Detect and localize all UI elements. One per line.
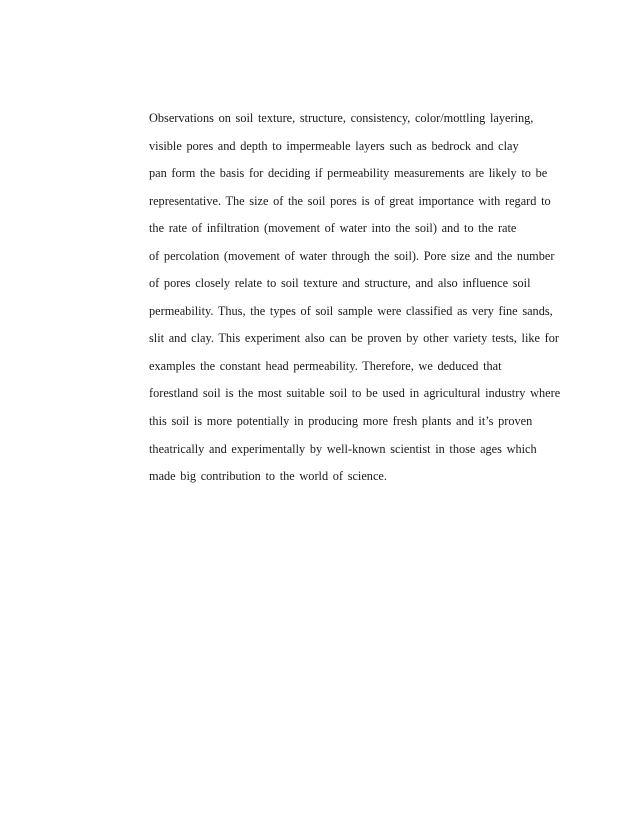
paragraph-line-9: slit and clay. This experiment also can be proven by other variety tests, like for xyxy=(149,331,559,346)
body-paragraph xyxy=(149,111,561,497)
paragraph-line-5: the rate of infiltration (movement of water into the soil) and to the rate xyxy=(149,221,517,236)
paragraph-line-2: visible pores and depth to impermeable layers such as bedrock and clay xyxy=(149,138,519,153)
paragraph-line-8: permeability. Thus, the types of soil sample were classified as very fine sands, xyxy=(149,303,553,318)
paragraph-line-1: Observations on soil texture, structure, consistency, color/mottling layering, xyxy=(149,111,534,125)
paragraph-line-14: made big contribution to the world of science. xyxy=(149,469,387,484)
paragraph-line-12: this soil is more potentially in producing more fresh plants and it’s proven xyxy=(149,414,533,429)
paragraph-line-10: examples the constant head permeability. Therefore, we deduced that xyxy=(149,358,502,373)
paragraph-line-13: theatrically and experimentally by well-known scientist in those ages which xyxy=(149,441,537,456)
paragraph-line-6: of percolation (movement of water through the soil). Pore size and the number xyxy=(149,248,555,263)
paragraph-line-11: forestland soil is the most suitable soil to be used in agricultural industry where xyxy=(149,386,561,401)
paragraph-line-7: of pores closely relate to soil texture and structure, and also influence soil xyxy=(149,276,531,291)
paragraph-line-3: pan form the basis for deciding if permeability measurements are likely to be xyxy=(149,166,548,181)
paragraph-line-4: representative. The size of the soil pores is of great importance with regard to xyxy=(149,193,551,208)
